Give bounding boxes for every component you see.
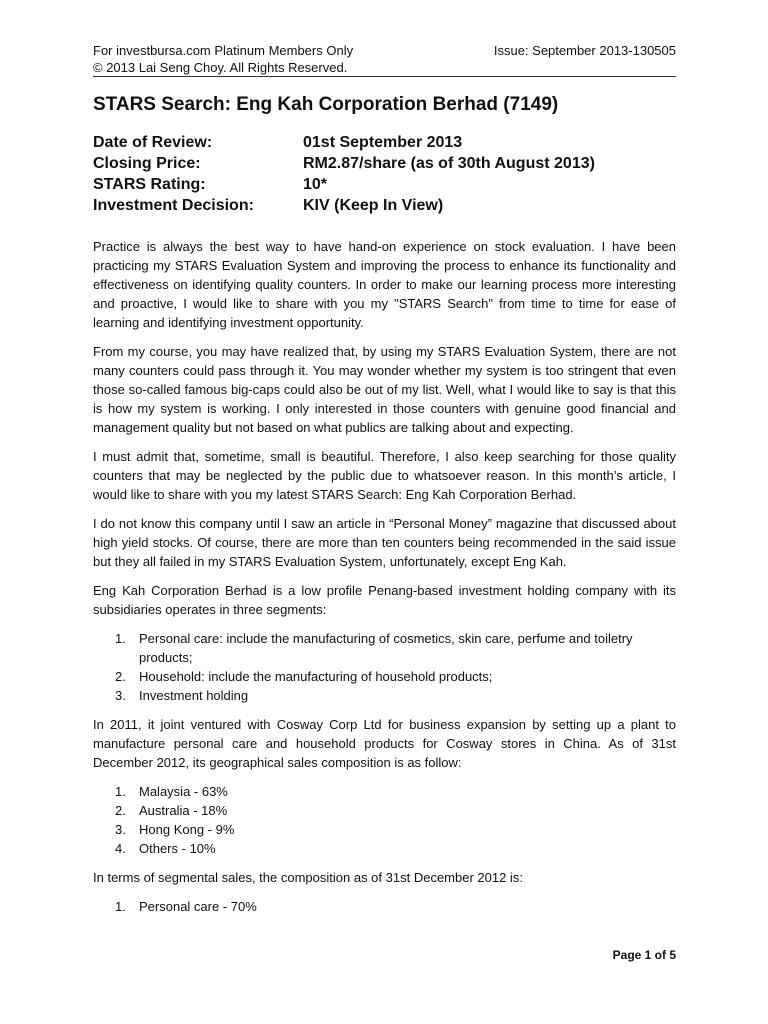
list-text: Investment holding <box>139 688 249 703</box>
review-summary <box>93 132 676 216</box>
list-text: Others - 10% <box>139 841 216 856</box>
list-number: 1. <box>115 784 126 799</box>
list-number: 3. <box>115 822 126 837</box>
meta-row <box>93 174 676 195</box>
list-item <box>93 667 676 686</box>
paragraph: In terms of segmental sales, the composition as of 31st December 2012 is: <box>93 870 523 885</box>
article-body <box>93 237 676 926</box>
list-item <box>93 629 676 667</box>
segment-sales-list <box>93 897 676 916</box>
list-number: 2. <box>115 669 126 684</box>
list-text: Household: include the manufacturing of household products; <box>139 669 493 684</box>
page-header <box>93 42 676 76</box>
paragraph: I do not know this company until I saw an article in “Personal Money” magazine that discussed about high yield stocks. Of course, there are more than ten counters being recommended in the said issue but they all failed in my STARS Evaluation System, unfortunately, except Eng Kah. <box>93 516 676 569</box>
meta-label: Date of Review: <box>93 134 213 151</box>
page-number: Page 1 of 5 <box>612 948 676 962</box>
list-number: 2. <box>115 803 126 818</box>
header-membership: For investbursa.com Platinum Members Only <box>93 43 354 58</box>
list-item <box>93 686 676 705</box>
meta-label: STARS Rating: <box>93 176 206 193</box>
list-number: 1. <box>115 631 126 646</box>
meta-row <box>93 132 676 153</box>
list-text: Australia - 18% <box>139 803 228 818</box>
paragraph: In 2011, it joint ventured with Cosway Corp Ltd for business expansion by setting up a plant to manufacture personal care and household products for Cosway stores in China. As of 31st December 2012, its geographical sales composition is as follow: <box>93 717 676 770</box>
meta-value: 01st September 2013 <box>303 134 463 151</box>
list-number: 4. <box>115 841 126 856</box>
segment-list <box>93 629 676 705</box>
list-item <box>93 782 676 801</box>
document-title: STARS Search: Eng Kah Corporation Berhad (7149) <box>93 94 559 115</box>
paragraph: Eng Kah Corporation Berhad is a low profile Penang-based investment holding company with its subsidiaries operates in three segments: <box>93 583 676 617</box>
list-text: Hong Kong - 9% <box>139 822 235 837</box>
header-copyright: © 2013 Lai Seng Choy. All Rights Reserved. <box>93 60 348 75</box>
paragraph: From my course, you may have realized that, by using my STARS Evaluation System, there are not many counters could pass through it. You may wonder whether my system is too stringent that even those so-called famous big-caps could also be out of my list. Well, what I would like to say is that this is how my system is working. I only interested in those counters with genuine good financial and management quality but not based on what publics are talking about and expecting. <box>93 344 676 435</box>
header-divider <box>93 76 676 77</box>
meta-row <box>93 195 676 216</box>
meta-row <box>93 153 676 174</box>
list-item <box>93 839 676 858</box>
geo-sales-list <box>93 782 676 858</box>
list-item <box>93 820 676 839</box>
meta-value: 10* <box>303 176 328 193</box>
list-item <box>93 897 676 916</box>
meta-value: KIV (Keep In View) <box>303 197 444 214</box>
paragraph: Practice is always the best way to have hand-on experience on stock evaluation. I have been practicing my STARS Evaluation System and improving the process to enhance its functionality and effectiveness on identifying quality counters. In order to make our learning process more interesting and proactive, I would like to share with you my "STARS Search" from time to time for ease of learning and identifying investment opportunity. <box>93 239 676 330</box>
paragraph: I must admit that, sometime, small is beautiful. Therefore, I also keep searching for those quality counters that may be neglected by the public due to whatsoever reason. In this month’s article, I would like to share with you my latest STARS Search: Eng Kah Corporation Berhad. <box>93 449 676 502</box>
list-text: Personal care - 70% <box>139 899 257 914</box>
list-item <box>93 801 676 820</box>
meta-label: Closing Price: <box>93 155 201 172</box>
list-text: Malaysia - 63% <box>139 784 228 799</box>
list-number: 3. <box>115 688 126 703</box>
header-issue: Issue: September 2013-130505 <box>493 43 676 58</box>
list-number: 1. <box>115 899 126 914</box>
meta-label: Investment Decision: <box>93 197 254 214</box>
list-text: Personal care: include the manufacturing of cosmetics, skin care, perfume and toiletry products; <box>139 631 633 665</box>
meta-value: RM2.87/share (as of 30th August 2013) <box>303 155 595 172</box>
